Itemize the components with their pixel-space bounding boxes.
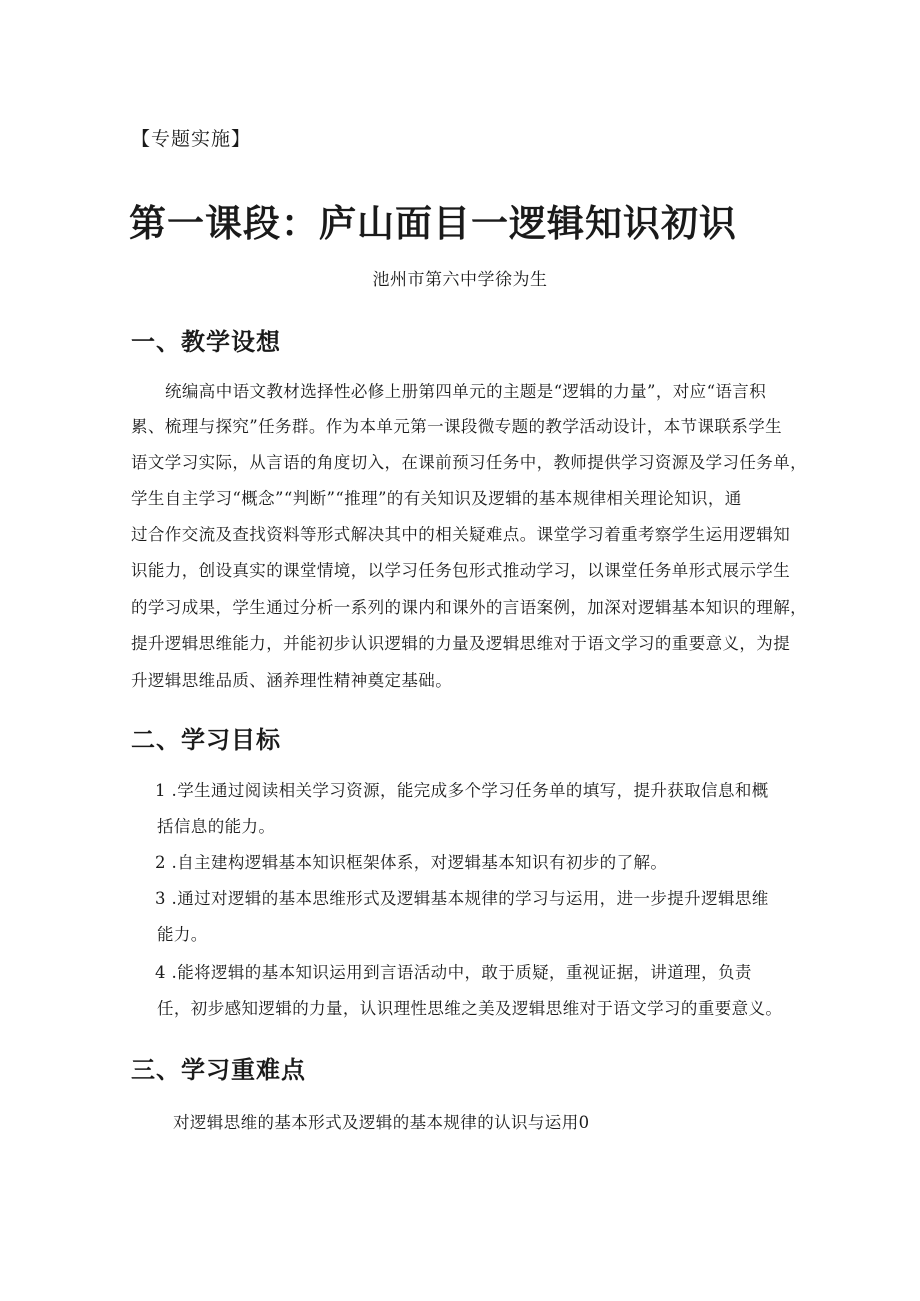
goal-item-line: 1 .学生通过阅读相关学习资源，能完成多个学习任务单的填写，提升获取信息和概 bbox=[155, 781, 769, 800]
goal-item-line: 2 .自主建构逻辑基本知识框架体系，对逻辑基本知识有初步的了解。 bbox=[155, 853, 668, 872]
goal-item-line: 4 .能将逻辑的基本知识运用到言语活动中，敢于质疑，重视证据，讲道理，负责 bbox=[155, 963, 752, 982]
paragraph-line: 统编高中语文教材选择性必修上册第四单元的主题是“逻辑的力量”，对应“语言积 bbox=[165, 382, 767, 401]
section-heading-teaching-concept: 一、教学设想 bbox=[131, 328, 281, 356]
paragraph-line: 语文学习实际，从言语的角度切入，在课前预习任务中，教师提供学习资源及学习任务单， bbox=[131, 453, 807, 472]
page-title: 第一课段：庐山面目一逻辑知识初识 bbox=[129, 202, 737, 245]
paragraph-line: 学生自主学习“概念”“判断”“推理”的有关知识及逻辑的基本规律相关理论知识，通 bbox=[131, 489, 742, 508]
paragraph-line: 过合作交流及查找资料等形式解决其中的相关疑难点。课堂学习着重考察学生运用逻辑知 bbox=[131, 525, 791, 544]
paragraph-line: 的学习成果，学生通过分析一系列的课内和课外的言语案例，加深对逻辑基本知识的理解， bbox=[131, 598, 807, 617]
goal-item-line: 括信息的能力。 bbox=[157, 817, 276, 836]
paragraph-line: 识能力，创设真实的课堂情境，以学习任务包形式推动学习，以课堂任务单形式展示学生 bbox=[131, 561, 791, 580]
section-heading-learning-goals: 二、学习目标 bbox=[131, 726, 281, 754]
paragraph-line: 提升逻辑思维能力，并能初步认识逻辑的力量及逻辑思维对于语文学习的重要意义，为提 bbox=[131, 634, 791, 653]
author-line: 池州市第六中学徐为生 bbox=[372, 270, 548, 290]
goal-item-line: 任，初步感知逻辑的力量，认识理性思维之美及逻辑思维对于语文学习的重要意义。 bbox=[157, 999, 783, 1018]
goal-item-line: 能力。 bbox=[157, 925, 208, 944]
paragraph-line: 对逻辑思维的基本形式及逻辑的基本规律的认识与运用0 bbox=[173, 1113, 590, 1132]
paragraph-line: 累、梳理与探究”任务群。作为本单元第一课段微专题的教学活动设计，本节课联系学生 bbox=[131, 417, 783, 436]
goal-item-line: 3 .通过对逻辑的基本思维形式及逻辑基本规律的学习与运用，进一步提升逻辑思维 bbox=[155, 889, 769, 908]
section-heading-key-difficulties: 三、学习重难点 bbox=[131, 1056, 306, 1084]
paragraph-line: 升逻辑思维品质、涵养理性精神奠定基础。 bbox=[131, 671, 453, 690]
section-tag: 【专题实施】 bbox=[131, 128, 252, 150]
